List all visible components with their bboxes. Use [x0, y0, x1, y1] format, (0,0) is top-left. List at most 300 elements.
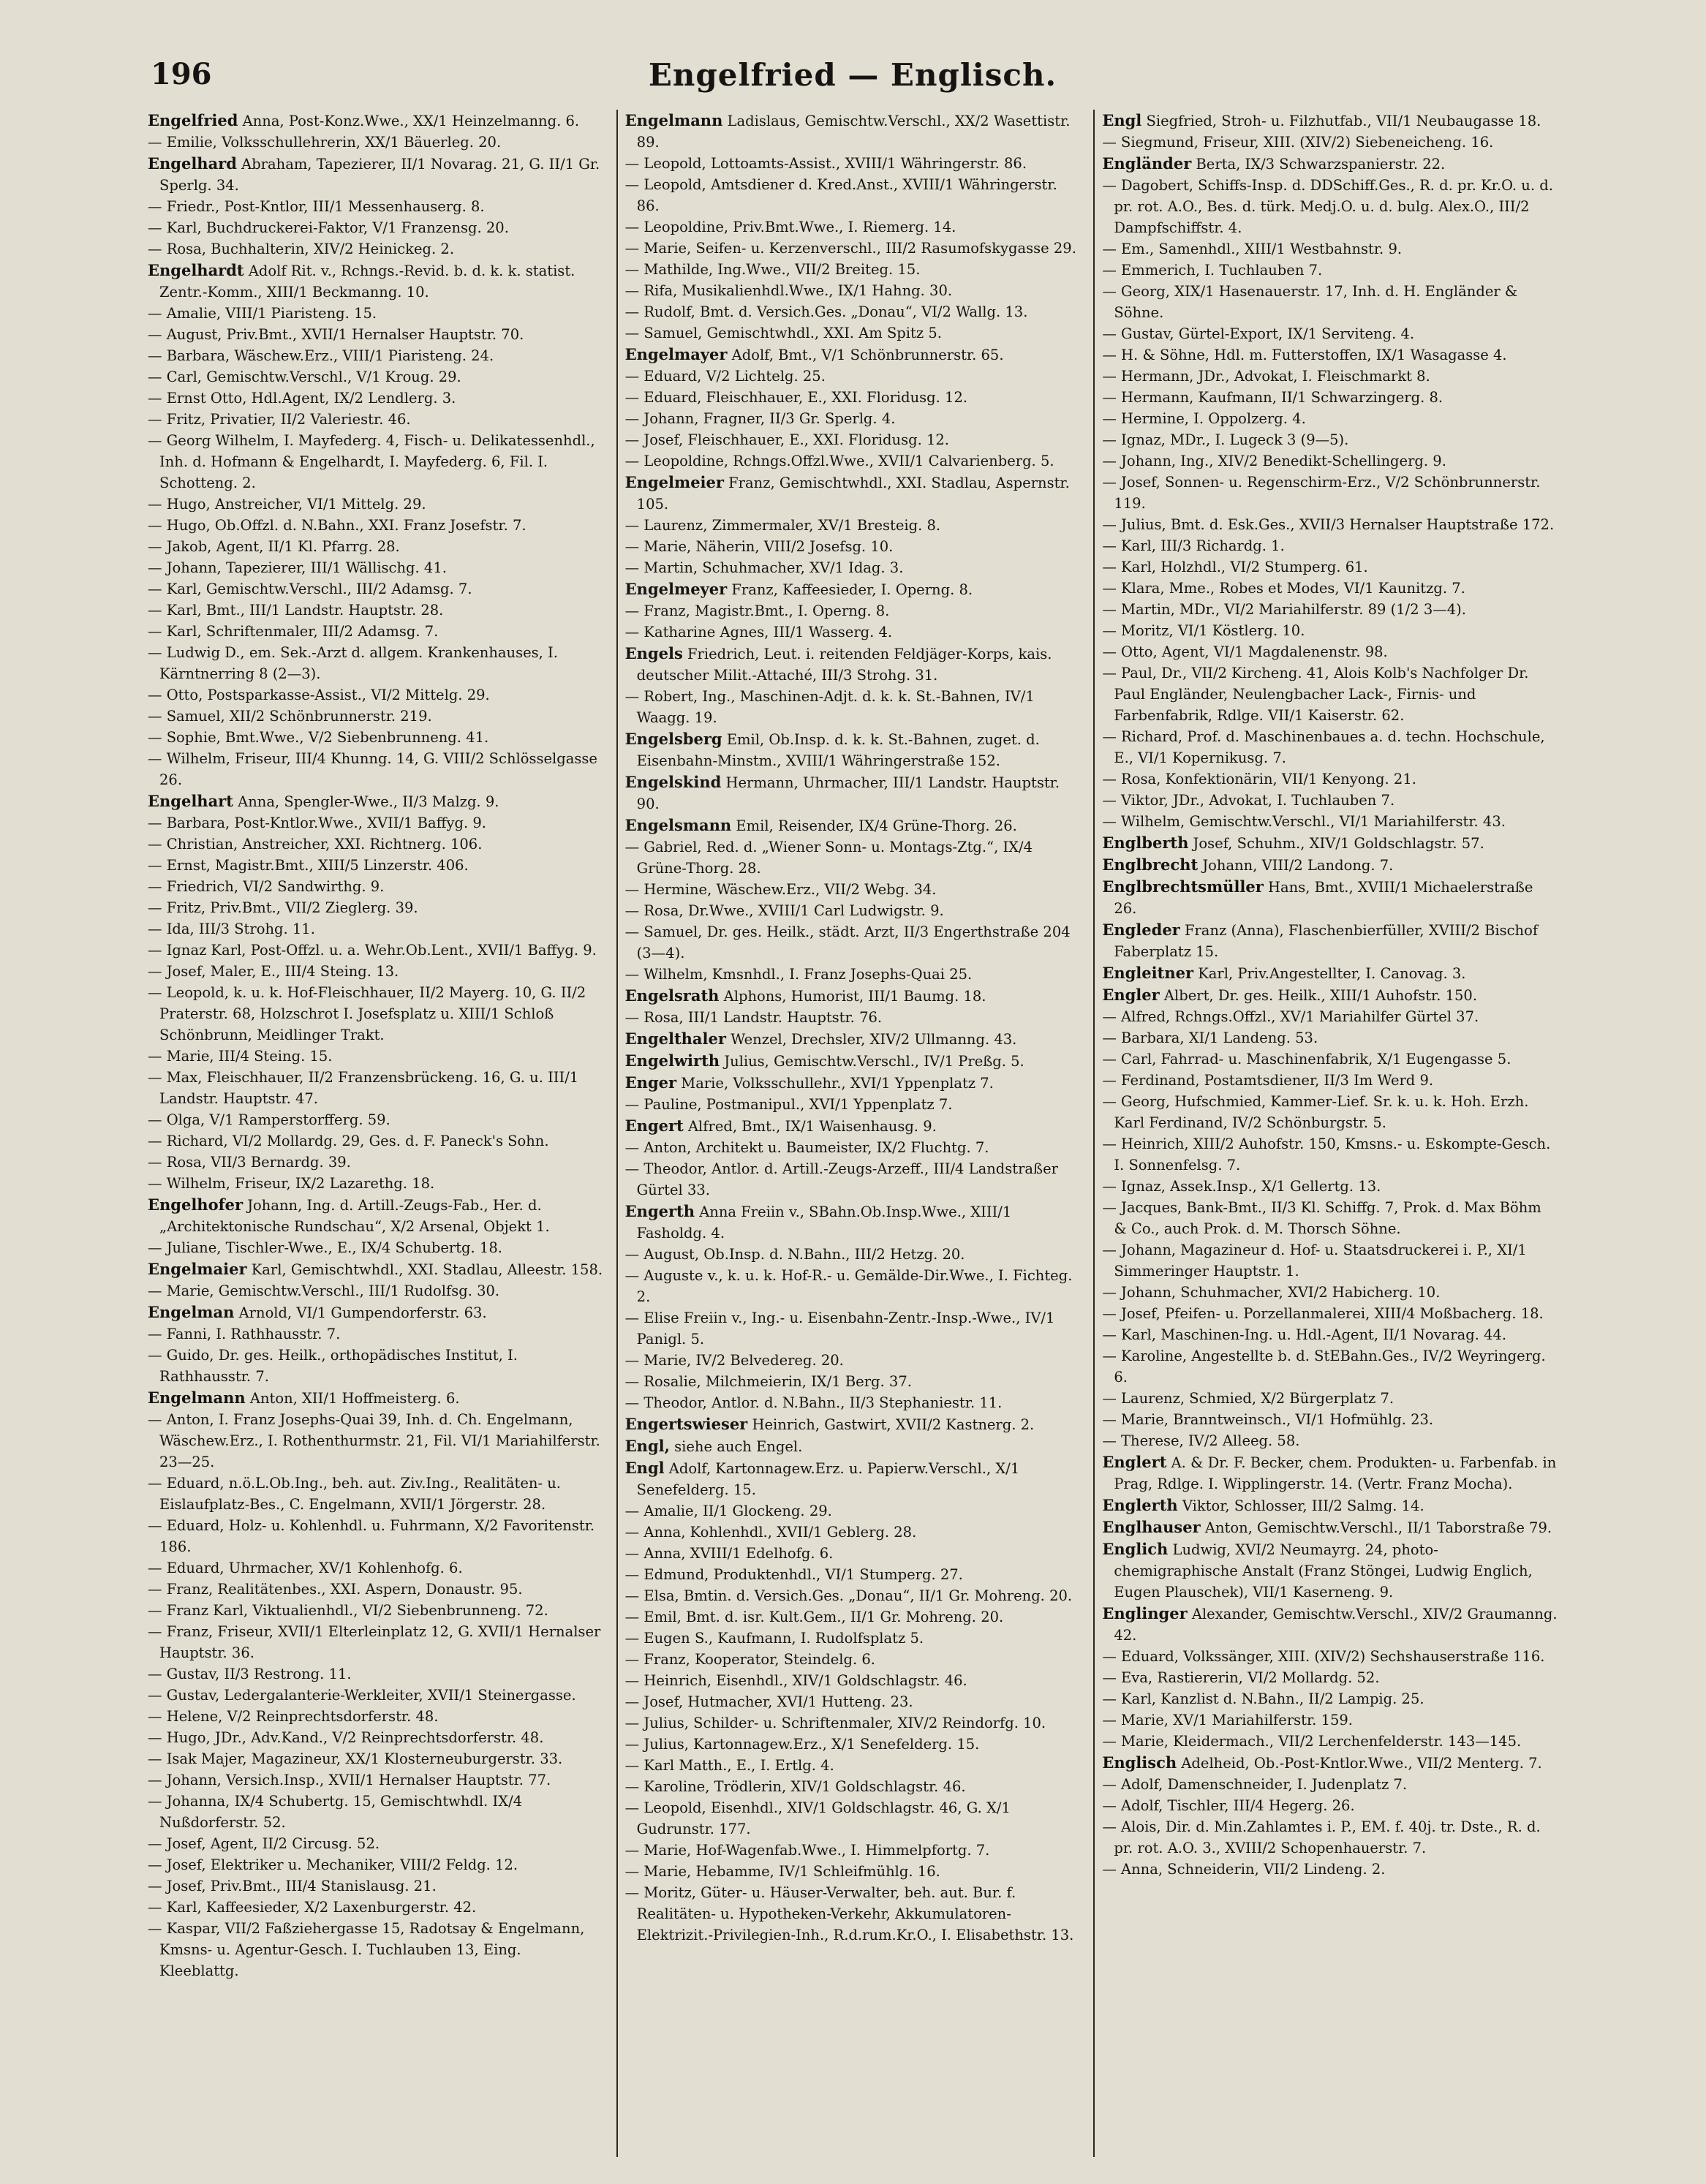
entry-text: Adolf Rit. v., Rchngs.-Revid. b. d. k. k. statist. Zentr.-Komm., XIII/1 Beckmanng. 10.	[159, 262, 575, 301]
directory-entry	[1101, 1538, 1558, 1603]
directory-entry	[146, 600, 603, 621]
directory-entry	[624, 1861, 1081, 1882]
entry-text: — Eduard, Holz- u. Kohlenhdl. u. Fuhrmann, X/2 Favoritenstr. 186.	[148, 1517, 595, 1555]
entry-text: — Juliane, Tischler-Wwe., E., IX/4 Schubertg. 18.	[148, 1239, 502, 1256]
entry-surname: Engelhardt	[148, 261, 244, 279]
directory-entry	[624, 600, 1081, 621]
entry-text: — Josef, Agent, II/2 Circusg. 52.	[148, 1835, 380, 1852]
entry-text: — Julius, Kartonnagew.Erz., X/1 Senefelderg. 15.	[624, 1736, 980, 1753]
directory-entry	[624, 1522, 1081, 1543]
entry-text: — Ernst, Magistr.Bmt., XIII/5 Linzerstr. 406.	[148, 857, 469, 874]
directory-entry	[146, 961, 603, 982]
entry-text: — Otto, Agent, VI/1 Magdalenenstr. 98.	[1102, 643, 1388, 660]
entry-text: Abraham, Tapezierer, II/1 Novarag. 21, G. II/1 Gr. Sperlg. 34.	[159, 156, 600, 194]
entry-text: — Hugo, Anstreicher, VI/1 Mittelg. 29.	[148, 496, 426, 513]
entry-text: — Ignaz, Assek.Insp., X/1 Gellertg. 13.	[1102, 1178, 1381, 1195]
directory-entry	[624, 366, 1081, 387]
entry-text: — Karl, Kanzlist d. N.Bahn., II/2 Lampig. 25.	[1102, 1690, 1424, 1707]
directory-entry	[146, 982, 603, 1046]
directory-entry	[624, 280, 1081, 301]
directory-entry	[624, 1628, 1081, 1649]
directory-entry	[146, 324, 603, 345]
entry-text: — Leopold, Amtsdiener d. Kred.Anst., XVIII/1 Währingerstr. 86.	[624, 176, 1057, 214]
entry-text: Ladislaus, Gemischtw.Verschl., XX/2 Wasettistr. 89.	[636, 113, 1071, 151]
directory-entry	[1101, 1688, 1558, 1709]
directory-entry	[1101, 1303, 1558, 1324]
directory-entry	[146, 876, 603, 897]
entry-text: — Theodor, Antlor. d. Artill.-Zeugs-Arzeff., III/4 Landstraßer Gürtel 33.	[624, 1160, 1058, 1198]
directory-entry	[624, 1072, 1081, 1094]
entry-text: Anna, Post-Konz.Wwe., XX/1 Heinzelmanng. 6.	[238, 113, 580, 129]
entry-text: Viktor, Schlosser, III/2 Salmg. 14.	[1177, 1497, 1424, 1514]
entry-text: — Emil, Bmt. d. isr. Kult.Gem., II/1 Gr. Mohreng. 20.	[624, 1609, 1004, 1625]
directory-entry	[624, 1734, 1081, 1755]
directory-entry	[146, 238, 603, 260]
directory-entry	[146, 834, 603, 855]
directory-entry	[146, 748, 603, 790]
directory-entry	[624, 153, 1081, 174]
entry-text: — Kaspar, VII/2 Faßziehergasse 15, Radotsay & Engelmann, Kmsns- u. Agentur-Gesch. I. Tuchlauben 13, Eing. Kleeblattg.	[148, 1920, 585, 1979]
entry-text: — Josef, Pfeifen- u. Porzellanmalerei, XIII/4 Moßbacherg. 18.	[1102, 1305, 1544, 1322]
directory-entry	[146, 578, 603, 600]
entry-text: — Katharine Agnes, III/1 Wasserg. 4.	[624, 624, 893, 641]
entry-text: — Wilhelm, Gemischtw.Verschl., VI/1 Mariahilferstr. 43.	[1102, 813, 1506, 830]
entry-text: — Amalie, VIII/1 Piaristeng. 15.	[148, 305, 377, 322]
directory-entry	[1101, 1048, 1558, 1070]
entry-text: Marie, Volksschullehr., XVI/1 Yppenplatz 7.	[676, 1075, 994, 1092]
entry-text: — Eduard, V/2 Lichtelg. 25.	[624, 368, 826, 385]
entry-text: — Sophie, Bmt.Wwe., V/2 Siebenbrunneng. 41.	[148, 729, 489, 746]
entry-text: — Isak Majer, Magazineur, XX/1 Klosterneuburgerstr. 33.	[148, 1750, 563, 1767]
directory-entry	[624, 771, 1081, 815]
directory-entry	[1101, 641, 1558, 662]
entry-text: — Marie, III/4 Steing. 15.	[148, 1048, 333, 1065]
directory-entry	[146, 1663, 603, 1685]
directory-entry	[146, 557, 603, 578]
directory-entry	[624, 259, 1081, 280]
entry-text: — Franz Karl, Viktualienhdl., VI/2 Siebenbrunneng. 72.	[148, 1602, 548, 1619]
entry-text: — Rudolf, Bmt. d. Versich.Ges. „Donau“, VI/2 Wallg. 13.	[624, 303, 1028, 320]
entry-text: Anna Freiin v., SBahn.Ob.Insp.Wwe., XIII/1 Fasholdg. 4.	[636, 1204, 1012, 1242]
entry-text: Josef, Schuhm., XIV/1 Goldschlagstr. 57.	[1188, 835, 1484, 852]
entry-text: — Jacques, Bank-Bmt., II/3 Kl. Schiffg. 7, Prok. d. Max Böhm & Co., auch Prok. d. M. Thorsch Söhne.	[1102, 1199, 1541, 1237]
entry-text: — Ignaz, MDr., I. Lugeck 3 (9—5).	[1102, 431, 1349, 448]
entry-text: Emil, Ob.Insp. d. k. k. St.-Bahnen, zuget. d. Eisenbahn-Minstm., XVIII/1 Währingerstraße 152.	[636, 731, 1040, 769]
page-number: 196	[151, 57, 212, 91]
entry-text: — Gustav, Gürtel-Export, IX/1 Serviteng. 4.	[1102, 325, 1415, 342]
entry-surname: Engelman	[148, 1303, 235, 1321]
entry-text: — Leopoldine, Priv.Bmt.Wwe., I. Riemerg. 14.	[624, 219, 956, 235]
directory-entry	[624, 1007, 1081, 1028]
directory-entry	[146, 1280, 603, 1301]
entry-text: — Helene, V/2 Reinprechtsdorferstr. 48.	[148, 1708, 439, 1725]
directory-entry	[1101, 1495, 1558, 1516]
directory-entry	[146, 1237, 603, 1258]
directory-entry	[624, 900, 1081, 921]
directory-entry	[624, 1307, 1081, 1350]
directory-entry	[146, 494, 603, 515]
directory-entry	[624, 1755, 1081, 1776]
entry-text: — Heinrich, XIII/2 Auhofstr. 150, Kmsns.- u. Eskompte-Gesch. I. Sonnenfelsg. 7.	[1102, 1136, 1551, 1174]
entry-surname: Englerth	[1102, 1496, 1178, 1514]
entry-text: — Ernst Otto, Hdl.Agent, IX/2 Lendlerg. 3.	[148, 390, 456, 407]
entry-text: — Leopoldine, Rchngs.Offzl.Wwe., XVII/1 Calvarienberg. 5.	[624, 453, 1054, 469]
entry-surname: Engleitner	[1102, 964, 1194, 982]
entry-text: Johann, VIII/2 Landong. 7.	[1198, 857, 1394, 874]
entry-surname: Engelskind	[624, 773, 722, 791]
entry-text: — Rosa, Dr.Wwe., XVIII/1 Carl Ludwigstr. 9.	[624, 902, 944, 919]
directory-entry	[624, 557, 1081, 578]
entry-text: Adolf, Bmt., V/1 Schönbrunnerstr. 65.	[727, 347, 1004, 363]
directory-entry	[624, 921, 1081, 964]
entry-text: Karl, Priv.Angestellter, I. Canovag. 3.	[1193, 965, 1466, 982]
entry-surname: Englbrechtsmüller	[1102, 877, 1264, 896]
directory-entry	[1101, 1516, 1558, 1538]
directory-entry	[624, 1543, 1081, 1564]
directory-entry	[1101, 599, 1558, 620]
directory-entry	[624, 1500, 1081, 1522]
directory-entry	[1101, 323, 1558, 344]
directory-entry	[146, 1897, 603, 1918]
entry-text: — Hugo, JDr., Adv.Kand., V/2 Reinprechtsdorferstr. 48.	[148, 1729, 544, 1746]
directory-entry	[624, 1797, 1081, 1840]
entry-text: — Anna, Kohlenhdl., XVII/1 Geblerg. 28.	[624, 1524, 917, 1541]
directory-entry	[146, 1515, 603, 1557]
directory-entry	[146, 409, 603, 430]
directory-entry	[624, 322, 1081, 344]
entry-text: — Samuel, Dr. ges. Heilk., städt. Arzt, II/3 Engerthstraße 204 (3—4).	[624, 923, 1071, 961]
entry-text: — Marie, Hebamme, IV/1 Schleifmühlg. 16.	[624, 1863, 940, 1880]
entry-text: — Josef, Elektriker u. Mechaniker, VIII/2 Feldg. 12.	[148, 1856, 518, 1873]
entry-text: — Eduard, Uhrmacher, XV/1 Kohlenhofg. 6.	[148, 1560, 463, 1576]
directory-entry	[146, 1791, 603, 1833]
entry-text: — Georg, Hufschmied, Kammer-Lief. Sr. k. u. k. Hoh. Erzh. Karl Ferdinand, IV/2 Schönburgstr. 5.	[1102, 1093, 1529, 1131]
directory-entry	[1101, 132, 1558, 153]
directory-entry	[1101, 514, 1558, 535]
directory-entry	[624, 1371, 1081, 1392]
directory-entry	[624, 301, 1081, 322]
directory-entry	[146, 1854, 603, 1875]
entry-text: Heinrich, Gastwirt, XVII/2 Kastnerg. 2.	[747, 1416, 1035, 1433]
entry-text: — Rosa, III/1 Landstr. Hauptstr. 76.	[624, 1009, 883, 1026]
directory-entry	[624, 1201, 1081, 1244]
directory-entry	[1101, 472, 1558, 514]
entry-text: — Adolf, Damenschneider, I. Judenplatz 7.	[1102, 1776, 1408, 1793]
directory-entry	[1101, 1795, 1558, 1816]
directory-entry	[146, 812, 603, 834]
directory-entry	[146, 1833, 603, 1854]
directory-entry	[146, 727, 603, 748]
entry-text: — Karl, Holzhdl., VI/2 Stumperg. 61.	[1102, 559, 1368, 575]
directory-entry	[1101, 790, 1558, 811]
entry-text: siehe auch Engel.	[669, 1438, 803, 1455]
entry-surname: Engelfried	[148, 111, 238, 129]
entry-text: — Josef, Maler, E., III/4 Steing. 13.	[148, 963, 399, 980]
entry-text: — Johanna, IX/4 Schubertg. 15, Gemischtwhdl. IX/4 Nußdorferstr. 52.	[148, 1793, 523, 1831]
entry-surname: Engl,	[624, 1437, 670, 1455]
columns	[146, 110, 1558, 2157]
entry-surname: Engert	[624, 1116, 684, 1135]
directory-entry	[624, 472, 1081, 515]
entry-text: — Johann, Fragner, II/3 Gr. Sperlg. 4.	[624, 410, 896, 427]
directory-entry	[146, 345, 603, 366]
directory-entry	[146, 918, 603, 940]
directory-entry	[146, 1557, 603, 1579]
entry-text: Karl, Gemischtwhdl., XXI. Stadlau, Alleestr. 158.	[246, 1261, 603, 1278]
directory-entry	[1101, 854, 1558, 876]
entry-surname: Engländer	[1102, 154, 1192, 173]
directory-entry	[624, 1712, 1081, 1734]
entry-text: — Anna, Schneiderin, VII/2 Lindeng. 2.	[1102, 1861, 1386, 1878]
entry-text: — Karl, Schriftenmaler, III/2 Adamsg. 7.	[148, 623, 439, 640]
entry-text: — Martin, MDr., VI/2 Mariahilferstr. 89 (1/2 3—4).	[1102, 601, 1466, 618]
directory-entry	[624, 879, 1081, 900]
directory-entry	[146, 1706, 603, 1727]
column-3	[1093, 110, 1558, 2157]
directory-entry	[146, 1769, 603, 1791]
entry-text: — Emmerich, I. Tuchlauben 7.	[1102, 262, 1323, 279]
entry-text: — Marie, Hof-Wagenfab.Wwe., I. Himmelpfortg. 7.	[624, 1842, 990, 1859]
directory-entry	[1101, 344, 1558, 366]
directory-entry	[624, 1137, 1081, 1158]
entry-text: — Johann, Schuhmacher, XVI/2 Habicherg. 10.	[1102, 1284, 1441, 1301]
directory-entry	[146, 110, 603, 132]
directory-entry	[146, 217, 603, 238]
entry-text: — Laurenz, Zimmermaler, XV/1 Bresteig. 8.	[624, 517, 941, 534]
entry-surname: Engelsberg	[624, 730, 722, 748]
entry-text: Albert, Dr. ges. Heilk., XIII/1 Auhofstr. 150.	[1159, 987, 1478, 1004]
entry-text: — Hugo, Ob.Offzl. d. N.Bahn., XXI. Franz Josefstr. 7.	[148, 517, 526, 534]
directory-entry	[146, 132, 603, 153]
directory-entry	[146, 1600, 603, 1621]
entry-surname: Engl	[1102, 111, 1142, 129]
entry-text: — Karoline, Trödlerin, XIV/1 Goldschlagstr. 46.	[624, 1778, 966, 1795]
entry-text: — Alois, Dir. d. Min.Zahlamtes i. P., EM. f. 40j. tr. Dste., R. d. pr. rot. A.O. 3., XVIII/2 Schopenhauerstr. 7.	[1102, 1818, 1541, 1856]
entry-text: — Anton, I. Franz Josephs-Quai 39, Inh. d. Ch. Engelmann, Wäschew.Erz., I. Rothenthurmstr. 21, Fil. VI/1 Mariahilferstr. 23—25.	[148, 1411, 600, 1470]
entry-text: — Rosa, VII/3 Bernardg. 39.	[148, 1154, 351, 1171]
directory-entry	[146, 1473, 603, 1515]
entry-text: — Karoline, Angestellte b. d. StEBahn.Ges., IV/2 Weyringerg. 6.	[1102, 1348, 1546, 1386]
directory-entry	[146, 1067, 603, 1109]
entry-text: Adelheid, Ob.-Post-Kntlor.Wwe., VII/2 Menterg. 7.	[1177, 1755, 1542, 1772]
entry-surname: Engelmeyer	[624, 580, 728, 598]
directory-entry	[1101, 153, 1558, 175]
entry-surname: Engelmann	[148, 1388, 246, 1407]
directory-entry	[146, 790, 603, 812]
entry-text: Alphons, Humorist, III/1 Baumg. 18.	[719, 988, 986, 1005]
entry-text: — Johann, Tapezierer, III/1 Wällischg. 41.	[148, 559, 447, 576]
directory-entry	[624, 1265, 1081, 1307]
entry-surname: Englinger	[1102, 1604, 1188, 1622]
entry-text: — Samuel, XII/2 Schönbrunnerstr. 219.	[148, 708, 432, 725]
entry-text: — Christian, Anstreicher, XXI. Richtnerg. 106.	[148, 836, 483, 853]
directory-entry	[1101, 1859, 1558, 1880]
entry-text: — Eduard, Volkssänger, XIII. (XIV/2) Sechshauserstraße 116.	[1102, 1648, 1545, 1665]
directory-entry	[146, 1875, 603, 1897]
directory-entry	[1101, 1388, 1558, 1409]
entry-text: — Fanni, I. Rathhausstr. 7.	[148, 1326, 341, 1342]
directory-entry	[624, 450, 1081, 472]
directory-entry	[624, 815, 1081, 836]
entry-surname: Engels	[624, 644, 683, 662]
directory-entry	[624, 985, 1081, 1007]
entry-text: — Barbara, Wäschew.Erz., VIII/1 Piaristeng. 24.	[148, 347, 494, 364]
entry-text: — Eduard, n.ö.L.Ob.Ing., beh. aut. Ziv.Ing., Realitäten- u. Eislaufplatz-Bes., C. Engelmann, XVII/1 Jörgerstr. 28.	[148, 1475, 561, 1513]
directory-entry	[1101, 1091, 1558, 1133]
directory-entry	[624, 344, 1081, 366]
entry-text: — Josef, Sonnen- u. Regenschirm-Erz., V/2 Schönbrunnerstr. 119.	[1102, 474, 1541, 512]
directory-entry	[146, 1323, 603, 1345]
directory-entry	[1101, 260, 1558, 281]
directory-entry	[624, 621, 1081, 643]
directory-entry	[1101, 1239, 1558, 1282]
directory-entry	[1101, 175, 1558, 238]
entry-text: — Karl, III/3 Richardg. 1.	[1102, 537, 1285, 554]
entry-text: — Olga, V/1 Ramperstorfferg. 59.	[148, 1111, 390, 1128]
directory-entry	[624, 1028, 1081, 1050]
entry-text: — Wilhelm, Kmsnhdl., I. Franz Josephs-Quai 25.	[624, 966, 973, 983]
directory-entry	[1101, 1603, 1558, 1646]
directory-entry	[624, 515, 1081, 536]
entry-text: — Karl, Kaffeesieder, X/2 Laxenburgerstr. 42.	[148, 1899, 477, 1916]
column-1	[146, 110, 603, 2157]
directory-entry	[1101, 1667, 1558, 1688]
entry-text: — Ludwig D., em. Sek.-Arzt d. allgem. Krankenhauses, I. Kärntnerring 8 (2—3).	[148, 644, 558, 682]
entry-surname: Engelmeier	[624, 473, 724, 491]
entry-text: — Anna, XVIII/1 Edelhofg. 6.	[624, 1545, 834, 1562]
directory-entry	[624, 408, 1081, 429]
entry-surname: Engelmaier	[148, 1260, 247, 1278]
directory-entry	[624, 1649, 1081, 1670]
entry-text: — H. & Söhne, Hdl. m. Futterstoffen, IX/1 Wasagasse 4.	[1102, 347, 1507, 363]
entry-text: Franz, Kaffeesieder, I. Operng. 8.	[727, 581, 973, 598]
entry-text: Franz, Gemischtwhdl., XXI. Stadlau, Aspernstr. 105.	[636, 475, 1070, 513]
entry-text: — Rifa, Musikalienhdl.Wwe., IX/1 Hahng. 30.	[624, 282, 953, 299]
directory-entry	[146, 1621, 603, 1663]
entry-text: — Marie, XV/1 Mariahilferstr. 159.	[1102, 1712, 1353, 1728]
directory-entry	[146, 1685, 603, 1706]
directory-entry	[1101, 1646, 1558, 1667]
directory-entry	[146, 1194, 603, 1237]
entry-text: — Leopold, Eisenhdl., XIV/1 Goldschlagstr. 46, G. X/1 Gudrunstr. 177.	[624, 1799, 1011, 1837]
directory-entry	[146, 515, 603, 536]
directory-entry	[1101, 238, 1558, 260]
directory-entry	[146, 855, 603, 876]
directory-entry	[1101, 1324, 1558, 1345]
directory-entry	[624, 1564, 1081, 1585]
directory-entry	[146, 1727, 603, 1748]
directory-entry	[146, 536, 603, 557]
column-2	[616, 110, 1081, 2157]
directory-entry	[146, 1918, 603, 1981]
directory-entry	[624, 1158, 1081, 1201]
entry-text: — Wilhelm, Friseur, III/4 Khunng. 14, G. VIII/2 Schlösselgasse 26.	[148, 750, 597, 788]
directory-entry	[624, 578, 1081, 600]
directory-entry	[1101, 768, 1558, 790]
entry-surname: Englhauser	[1102, 1518, 1201, 1536]
entry-text: — Gabriel, Red. d. „Wiener Sonn- u. Montags-Ztg.“, IX/4 Grüne-Thorg. 28.	[624, 839, 1033, 877]
directory-entry	[146, 196, 603, 217]
directory-entry	[146, 303, 603, 324]
entry-text: — Ferdinand, Postamtsdiener, II/3 Im Werd 9.	[1102, 1072, 1434, 1089]
directory-entry	[624, 429, 1081, 450]
directory-entry	[1101, 811, 1558, 832]
directory-entry	[1101, 662, 1558, 726]
entry-text: Alfred, Bmt., IX/1 Waisenhausg. 9.	[683, 1118, 937, 1135]
entry-surname: Engelhard	[148, 154, 237, 173]
page-title: Engelfried — Englisch.	[648, 57, 1057, 93]
entry-text: — Siegmund, Friseur, XIII. (XIV/2) Siebeneicheng. 16.	[1102, 134, 1494, 151]
entry-text: — Josef, Hutmacher, XVI/1 Hutteng. 23.	[624, 1693, 913, 1710]
entry-text: — Karl Matth., E., I. Ertlg. 4.	[624, 1757, 834, 1774]
entry-text: — Robert, Ing., Maschinen-Adjt. d. k. k. St.-Bahnen, IV/1 Waagg. 19.	[624, 688, 1035, 726]
entry-text: — Carl, Gemischtw.Verschl., V/1 Kroug. 29.	[148, 369, 461, 385]
entry-text: — Em., Samenhdl., XIII/1 Westbahnstr. 9.	[1102, 241, 1403, 257]
directory-entry	[1101, 1409, 1558, 1430]
directory-entry	[1101, 1027, 1558, 1048]
directory-entry	[146, 1109, 603, 1130]
entry-text: — Richard, Prof. d. Maschinenbaues a. d. techn. Hochschule, E., VI/1 Kopernikusg. 7.	[1102, 728, 1545, 766]
entry-surname: Engertswieser	[624, 1415, 748, 1433]
directory-entry	[624, 1244, 1081, 1265]
directory-entry	[146, 430, 603, 494]
entry-text: — Gustav, II/3 Restrong. 11.	[148, 1666, 352, 1682]
directory-entry	[624, 728, 1081, 771]
entry-text: — Paul, Dr., VII/2 Kircheng. 41, Alois Kolb's Nachfolger Dr. Paul Engländer, Neulengbacher Lack-, Firnis- und Farbenfabrik, Rdlge. VII/1 Kaiserstr. 62.	[1102, 665, 1529, 724]
directory-entry	[1101, 408, 1558, 429]
entry-text: Wenzel, Drechsler, XIV/2 Ullmanng. 43.	[725, 1031, 1017, 1048]
entry-text: — Elise Freiin v., Ing.- u. Eisenbahn-Zentr.-Insp.-Wwe., IV/1 Panigl. 5.	[624, 1310, 1055, 1348]
entry-text: Franz (Anna), Flaschenbierfüller, XVIII/2 Bischof Faberplatz 15.	[1114, 922, 1539, 960]
directory-entry	[146, 388, 603, 409]
directory-entry	[624, 1413, 1081, 1435]
directory-entry	[146, 940, 603, 961]
entry-surname: Engelhart	[148, 792, 233, 810]
entry-text: — Eugen S., Kaufmann, I. Rudolfsplatz 5.	[624, 1630, 924, 1647]
entry-text: — August, Ob.Insp. d. N.Bahn., III/2 Hetzg. 20.	[624, 1246, 965, 1263]
directory-entry	[624, 1840, 1081, 1861]
entry-text: — Dagobert, Schiffs-Insp. d. DDSchiff.Ges., R. d. pr. Kr.O. u. d. pr. rot. A.O., Bes. d. türk. Medj.O. u. d. bulg. Alex.O., III/2 Dampfschiffstr. 4.	[1102, 177, 1553, 236]
entry-text: Berta, IX/3 Schwarzspanierstr. 22.	[1191, 156, 1446, 173]
entry-text: Anton, Gemischtw.Verschl., II/1 Taborstraße 79.	[1200, 1519, 1552, 1536]
entry-text: — Marie, Branntweinsch., VI/1 Hofmühlg. 23.	[1102, 1411, 1434, 1428]
directory-entry	[146, 642, 603, 684]
entry-text: — Alfred, Rchngs.Offzl., XV/1 Mariahilfer Gürtel 37.	[1102, 1008, 1479, 1025]
directory-entry	[624, 964, 1081, 985]
entry-text: — Carl, Fahrrad- u. Maschinenfabrik, X/1 Eugengasse 5.	[1102, 1051, 1511, 1068]
entry-text: — Fritz, Priv.Bmt., VII/2 Zieglerg. 39.	[148, 899, 418, 916]
entry-text: Adolf, Kartonnagew.Erz. u. Papierw.Verschl., X/1 Senefelderg. 15.	[636, 1460, 1020, 1498]
directory-entry	[1101, 535, 1558, 556]
entry-text: — Karl, Gemischtw.Verschl., III/2 Adamsg. 7.	[148, 581, 472, 597]
entry-text: Johann, Ing. d. Artill.-Zeugs-Fab., Her. d. „Architektonische Rundschau“, X/2 Arsenal, Objekt 1.	[159, 1197, 550, 1235]
entry-text: — Franz, Kooperator, Steindelg. 6.	[624, 1651, 875, 1668]
directory-entry	[1101, 387, 1558, 408]
entry-text: — Josef, Priv.Bmt., III/4 Stanislausg. 21.	[148, 1878, 437, 1894]
directory-entry	[624, 216, 1081, 238]
entry-text: — Rosalie, Milchmeierin, IX/1 Berg. 37.	[624, 1373, 912, 1390]
entry-text: — Karl, Bmt., III/1 Landstr. Hauptstr. 28.	[148, 602, 444, 619]
directory-entry	[146, 1387, 603, 1409]
entry-surname: Englisch	[1102, 1753, 1177, 1772]
directory-entry	[1101, 110, 1558, 132]
directory-entry	[1101, 984, 1558, 1006]
directory-entry	[1101, 919, 1558, 962]
directory-entry	[1101, 726, 1558, 768]
directory-entry	[1101, 1282, 1558, 1303]
directory-entry	[624, 1350, 1081, 1371]
directory-entry	[624, 1392, 1081, 1413]
